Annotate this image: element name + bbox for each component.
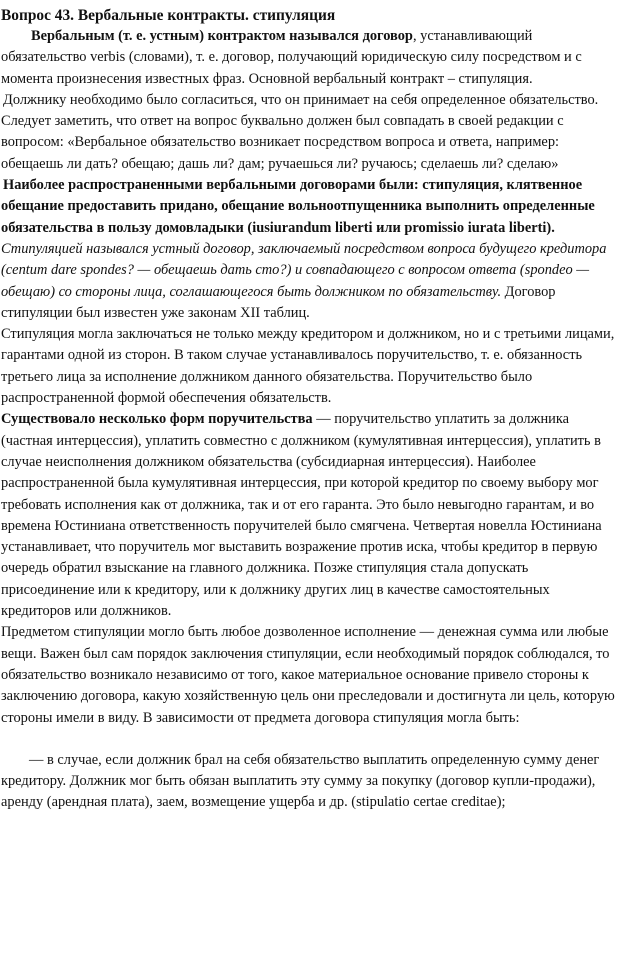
paragraph-text: , устанавливающий обязательство verbis (словами), т. е. договор, получающий юридическую силу посредством и с момента произнесения известных фраз. Основной вербальный контракт – стипуляция. (1, 28, 582, 87)
paragraph-certain-sum: — в случае, если должник брал на себя обязательство выплатить определенную сумму денег кредитору. Должник мог быть обязан выплатить эту сумму за покупку (договор купли-продажи), аренду (арендная плата), заем, возмещение ущерба и др. (stipulatio certae creditae); (1, 751, 600, 811)
document-title: Вопрос 43. Вербальные контракты. стипуляция (1, 7, 336, 24)
italic-definition: Стипуляцией назывался устный договор, заключаемый посредством вопроса будущего кредитора (centum dare spondes? — обещаешь дать сто?) и совпадающего с вопросом ответа (spondeo — обещаю) со стороны лица, соглашающегося быть должником по обязательству. (1, 240, 607, 300)
paragraph-forms-of-suretyship (1, 409, 618, 622)
paragraph-text: — поручительство уплатить за должника (частная интерцессия), уплатить совместно с должником (кумулятивная интерцессия), уплатить в случае неисполнения должником обязательства (субсидиарная интерцессия). Наиболее распространенной была кумулятивная интерцессия, при которой кредитор по своему выбору мог требовать исполнения как от должника, так и от его гаранта. Это было невыгодно гарантам, и во времена Юстиниана ответственность поручителей было смягчена. Четвертая новелла Юстиниана устанавливает, что поручитель мог выставить возражение против иска, чтобы кредитор в первую очередь обратил взыскание на главного должника. Позже стипуляция стала допускать присоединение или к кредитору, или к должнику других лиц в качестве самостоятельных кредиторов или должников. (1, 411, 602, 620)
bold-heading: Существовало несколько форм поручительства (1, 411, 313, 428)
paragraph-text: Договор стипуляции был известен уже законам XII таблиц. (1, 283, 556, 321)
paragraph-common-verbal-contracts: Наиболее распространенными вербальными договорами были: стипуляция, клятвенное обещание предоставить придано, обещание вольноотпущенника выполнить определенные обязательства в пользу домовладыки (iusiurandum liberti или promissio iurata liberti). (1, 177, 595, 236)
paragraph-stipulation-definition (1, 239, 618, 324)
paragraph-debtor-consent: Должнику необходимо было согласиться, что он принимает на себя определенное обязательство. Следует заметить, что ответ на вопрос буквально должен был совпадать в своей редакции с вопросом: «Вербальное обязательство возникает посредством вопроса и ответа, например: обещаешь ли дать? обещаю; дашь ли? дам; ручаешься ли? ручаюсь; сделаешь ли? сделаю» (1, 91, 599, 172)
bold-definition: Вербальным (т. е. устным) контрактом назывался договор (31, 28, 413, 44)
paragraph-third-parties: Стипуляция могла заключаться не только между кредитором и должником, но и с третьими лицами, гарантами одной из сторон. В таком случае устанавливалось поручительство, т. е. обязанность третьего лица за исполнение должником данного обязательства. Поручительство было распространенной формой обеспечения обязательств. (1, 326, 615, 407)
paragraph-subject-of-stipulation: Предметом стипуляции могло быть любое дозволенное исполнение — денежная сумма или любые вещи. Важен был сам порядок заключения стипуляции, если необходимый порядок соблюдался, то обязательство возникало независимо от того, какое материальное основание привело стороны к заключению договора, какую хозяйственную цель они преследовали и достигнута ли цель, которую стороны имели в виду. В зависимости от предмета договора стипуляция могла быть: (1, 624, 615, 726)
paragraph-spacer (1, 729, 618, 750)
paragraph-verbal-contract (1, 26, 618, 90)
